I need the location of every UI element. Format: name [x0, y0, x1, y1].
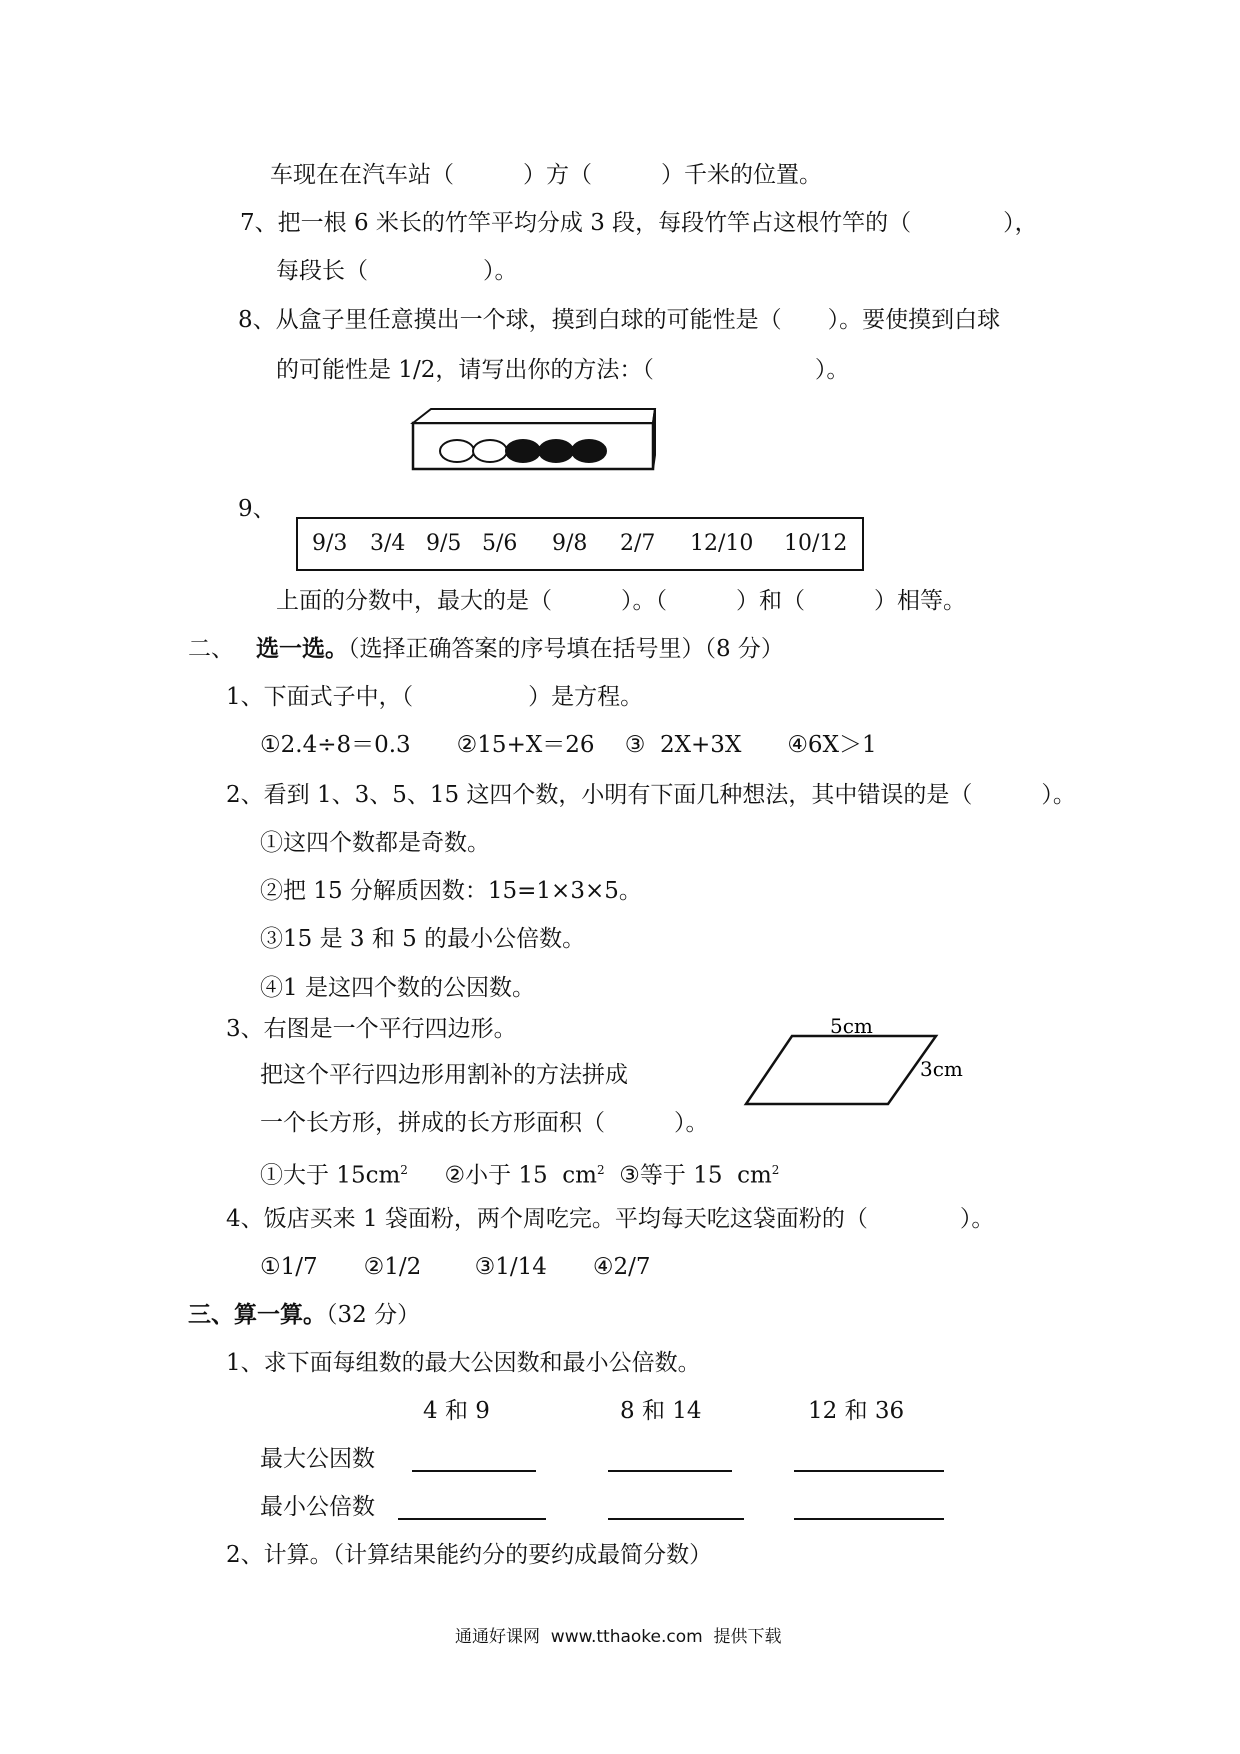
parallelogram-side-label: 3cm: [920, 1057, 963, 1081]
black-ball: [572, 440, 606, 462]
section2-title-rest: （选择正确答案的序号填在括号里）（8 分）: [347, 636, 784, 662]
q7-line2: 每段长（ ）。: [276, 258, 518, 284]
parallelogram-figure: [740, 1018, 980, 1118]
q8-line1: 8、从盒子里任意摸出一个球，摸到白球的可能性是（ ）。要使摸到白球: [238, 307, 1001, 333]
s2-q3-option2: ②小于 15 cm: [444, 1162, 597, 1189]
q6-tail-text: 车现在在汽车站（ ）方（ ）千米的位置。: [270, 162, 822, 188]
fraction-2: 3/4: [370, 531, 406, 556]
section2-prefix: 二、: [188, 636, 234, 662]
s2-q2-stem: 2、看到 1、3、5、15 这四个数，小明有下面几种想法，其中错误的是（ ）。: [226, 782, 1076, 808]
fraction-6: 2/7: [620, 531, 656, 556]
gcd-answer-3[interactable]: [794, 1470, 944, 1472]
q8-line2: 的可能性是 1/2，请写出你的方法：（ ）。: [276, 357, 850, 383]
s2-q3-option1: ①大于 15cm: [260, 1162, 401, 1189]
section3-title: [188, 1300, 420, 1330]
fraction-4: 5/6: [482, 531, 518, 556]
section2-title: [188, 634, 784, 664]
parallelogram-top-label: 5cm: [830, 1018, 873, 1038]
gcd-row-label: 最大公因数: [260, 1446, 375, 1472]
group-2-label: 8 和 14: [620, 1398, 702, 1424]
s2-q3-options: [260, 1155, 779, 1191]
s2-q2-option3: ③15 是 3 和 5 的最小公倍数。: [260, 926, 586, 952]
s3-q2-stem: 2、计算。（计算结果能约分的要约成最简分数）: [226, 1542, 713, 1568]
s2-q4-options: ①1/7 ②1/2 ③1/14 ④2/7: [260, 1254, 651, 1280]
s2-q4-stem: 4、饭店买来 1 袋面粉，两个周吃完。平均每天吃这袋面粉的（ ）。: [226, 1206, 995, 1232]
white-ball: [473, 440, 507, 462]
fraction-box: [296, 517, 864, 571]
s2-q2-option2: ②把 15 分解质因数：15=1×3×5。: [260, 878, 642, 904]
group-1-label: 4 和 9: [423, 1398, 490, 1424]
black-ball: [506, 440, 540, 462]
s2-q3-sup1: 2: [400, 1163, 408, 1177]
white-ball: [440, 440, 474, 462]
s2-q2-option1: ①这四个数都是奇数。: [260, 830, 490, 856]
s2-q3-sup3: 2: [771, 1163, 780, 1177]
s2-q2-option4: ④1 是这四个数的公因数。: [260, 975, 535, 1001]
q7-line1: 7、把一根 6 米长的竹竿平均分成 3 段，每段竹竿占这根竹竿的（ ），: [240, 210, 1038, 236]
fraction-1: 9/3: [312, 531, 348, 556]
footer-source: 通通好课网 www.tthaoke.com 提供下载: [455, 1627, 782, 1647]
group-3-label: 12 和 36: [808, 1398, 905, 1424]
s2-q3-option3: ③等于 15 cm: [619, 1162, 772, 1189]
lcm-answer-3[interactable]: [794, 1518, 944, 1520]
q9-text: 上面的分数中，最大的是（ ）。（ ）和（ ）相等。: [276, 588, 966, 614]
fraction-5: 9/8: [552, 531, 588, 556]
s2-q3-stem: 3、右图是一个平行四边形。: [226, 1016, 517, 1042]
fraction-8: 10/12: [784, 531, 848, 556]
s2-q3-sup2: 2: [597, 1163, 605, 1177]
s2-q1-options: ①2.4÷8＝0.3 ②15+X＝26 ③ 2X+3X ④6X＞1: [260, 732, 877, 758]
section3-title-rest: （32 分）: [326, 1302, 421, 1328]
s2-q3-line3: 一个长方形，拼成的长方形面积（ ）。: [260, 1110, 709, 1136]
gcd-answer-1[interactable]: [412, 1470, 536, 1472]
section3-title-bold: 三、算一算。: [188, 1301, 326, 1328]
gcd-answer-2[interactable]: [608, 1470, 732, 1472]
fraction-7: 12/10: [690, 531, 754, 556]
s2-q3-line2: 把这个平行四边形用割补的方法拼成: [260, 1062, 628, 1088]
q9-number: 9、: [238, 496, 276, 522]
black-ball: [539, 440, 573, 462]
s2-q1-stem: 1、下面式子中，（ ）是方程。: [226, 684, 644, 710]
lcm-answer-2[interactable]: [608, 1518, 744, 1520]
lcm-row-label: 最小公倍数: [260, 1494, 375, 1520]
fraction-3: 9/5: [426, 531, 462, 556]
section2-title-bold: 选一选。: [255, 635, 348, 662]
s3-q1-stem: 1、求下面每组数的最大公因数和最小公倍数。: [226, 1350, 701, 1376]
ball-box-figure: [405, 405, 665, 475]
lcm-answer-1[interactable]: [398, 1518, 546, 1520]
